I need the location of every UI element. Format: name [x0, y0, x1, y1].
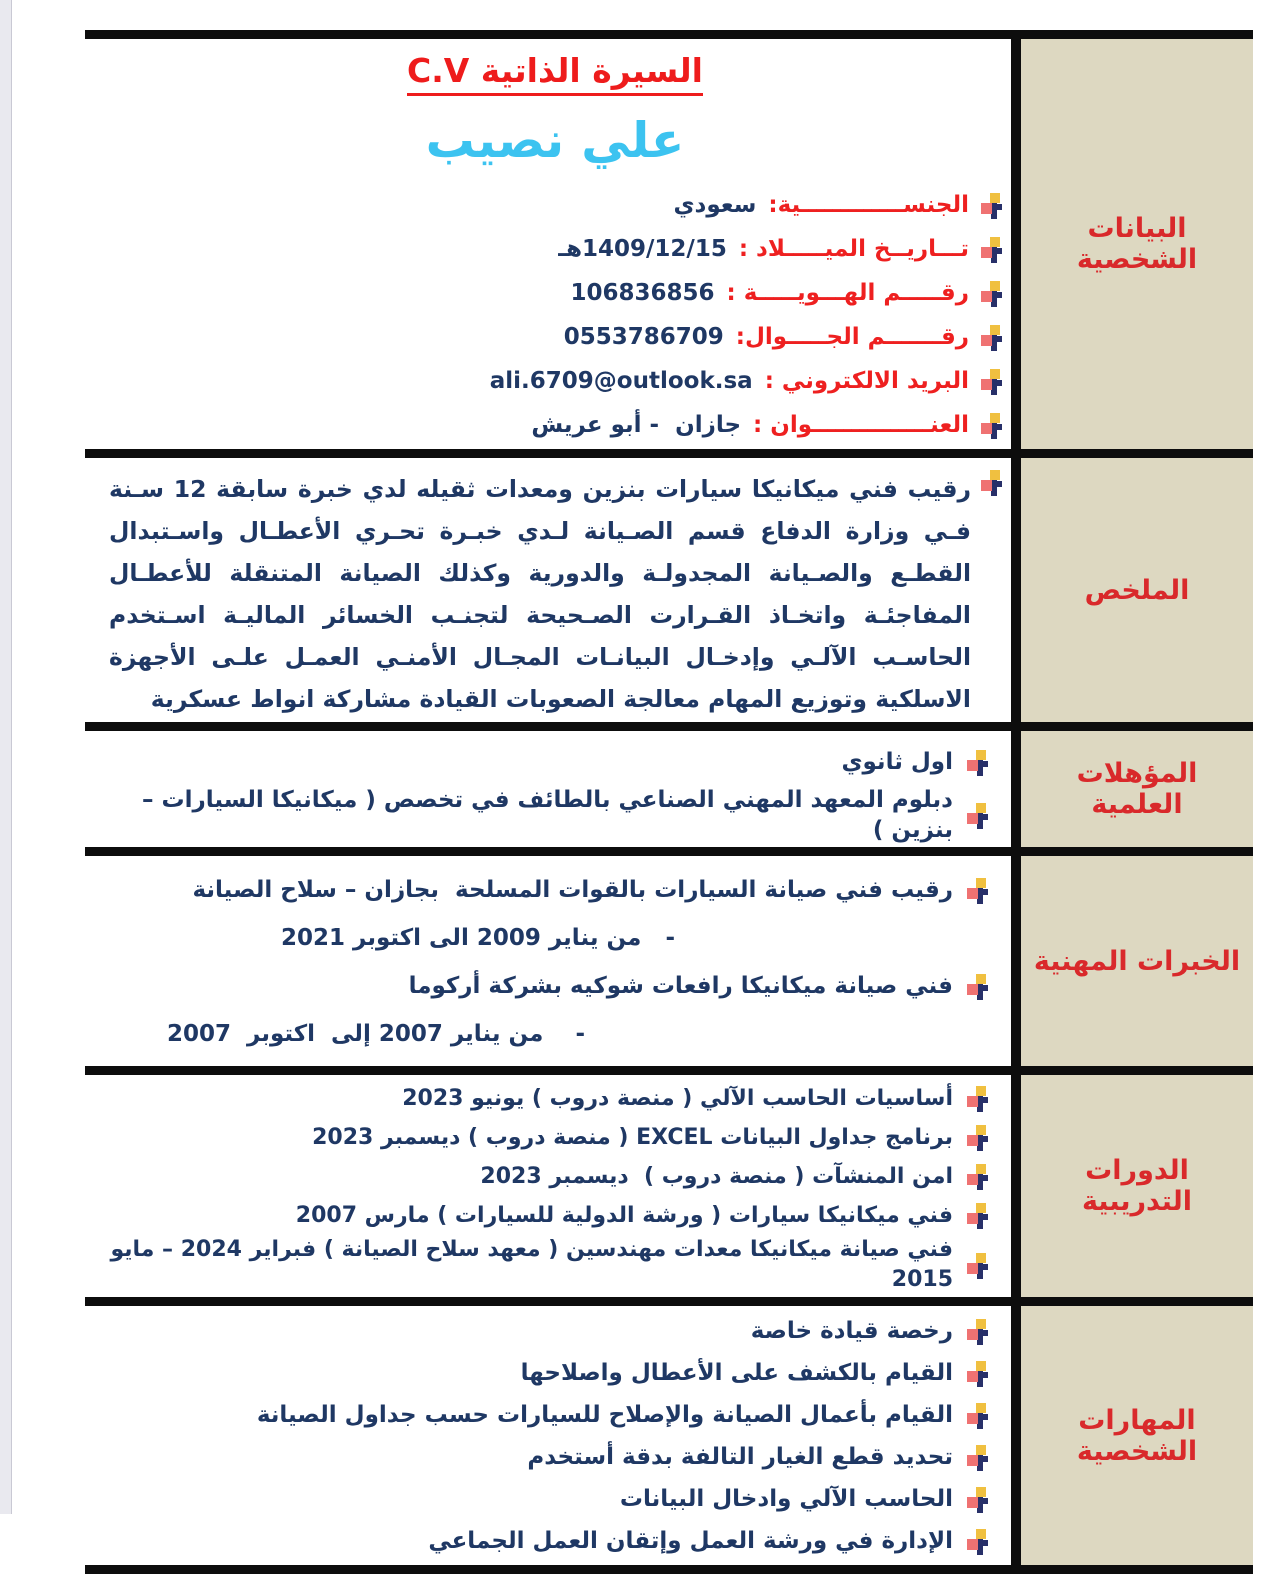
scanned-page-edge [0, 0, 12, 1514]
field-label: الجنســـــــــــــية: [768, 192, 969, 218]
section-header-qualifications [1011, 731, 1253, 847]
experience-entry-title [105, 962, 1005, 1010]
skill-text: تحديد قطع الغيار التالفة بدقة أستخدم [527, 1444, 953, 1470]
qualifications-content [85, 731, 1011, 847]
plus-bullet-icon [981, 193, 1003, 220]
qualification-item [105, 739, 1005, 785]
skill-text: القيام بالكشف على الأعطال واصلاحها [520, 1360, 953, 1386]
section-header-skills [1011, 1306, 1253, 1565]
skill-item [105, 1436, 1005, 1478]
course-item [105, 1118, 1005, 1157]
skill-text: القيام بأعمال الصيانة والإصلاح للسيارات حسب جداول الصيانة [256, 1402, 953, 1428]
summary-text: رقيب فني ميكانيكا سيارات بنزين ومعدات ثقيله لدي خبرة سابقة 12 سـنة فـي وزارة الدفاع قسم الصـيانة لـدي خبـرة تحـري الأعطـال واسـتبدال القطـع والصـيانة المجدولـة والدورية وكذلك الصيانة المتنقلة للأعطـال المفاجئـة واتخـاذ القـرارت الصـحيحة لتجنـب الخسائر الماليـة اسـتخدم الحاسـب الآلـي وإدخـال البيانـات المجـال الأمنـي العمـل علـى الأجهزة الاسلكية وتوزيع المهام معالجة الصعوبات القيادة مشاركة انواط عسكرية [109, 475, 971, 713]
plus-bullet-icon [967, 1203, 989, 1230]
plus-bullet-icon [967, 750, 989, 777]
plus-bullet-icon [967, 1361, 989, 1388]
plus-bullet-icon [967, 1487, 989, 1514]
field-value: سعودي [673, 192, 757, 218]
field-label: العنـــــــــــــــوان : [753, 412, 969, 438]
plus-bullet-icon [967, 1529, 989, 1556]
skill-item [105, 1310, 1005, 1352]
experience-title-text: فني صيانة ميكانيكا رافعات شوكيه بشركة أركوما [408, 973, 953, 999]
plus-bullet-icon [981, 325, 1003, 352]
qualification-text: دبلوم المعهد المهني الصناعي بالطائف في تخصص ( ميكانيكا السيارات – بنزين ) [142, 787, 953, 843]
section-label: الدورات التدريبية [1081, 1155, 1193, 1217]
section-row-summary [85, 458, 1253, 731]
section-label: البيانات الشخصية [1076, 213, 1198, 275]
skills-content [85, 1306, 1011, 1565]
section-header-personal [1011, 39, 1253, 449]
skill-item [105, 1520, 1005, 1562]
courses-content [85, 1075, 1011, 1297]
section-row-qualifications [85, 731, 1253, 856]
course-text: برنامج جداول البيانات EXCEL ( منصة دروب ) ديسمبر 2023 [312, 1124, 953, 1150]
plus-bullet-icon [981, 470, 1003, 497]
personal-fields [105, 183, 1005, 447]
section-row-skills [85, 1306, 1253, 1565]
plus-bullet-icon [967, 1253, 989, 1280]
section-row-personal [85, 39, 1253, 458]
field-value: 106836856 [570, 280, 715, 306]
plus-bullet-icon [967, 1125, 989, 1152]
plus-bullet-icon [967, 803, 989, 830]
document-title-wrap [105, 51, 1005, 96]
personal-field-nationality [105, 183, 1005, 227]
course-text: فني صيانة ميكانيكا معدات مهندسين ( معهد سلاح الصيانة ) فبراير 2024 – مايو 2015 [110, 1237, 953, 1292]
course-item [105, 1079, 1005, 1118]
section-header-experience [1011, 856, 1253, 1066]
course-item [105, 1157, 1005, 1196]
section-label: المهارات الشخصية [1076, 1404, 1198, 1467]
skill-item [105, 1352, 1005, 1394]
plus-bullet-icon [981, 281, 1003, 308]
personal-content [85, 39, 1011, 449]
section-label: الخبرات المهنية [1033, 945, 1241, 977]
plus-bullet-icon [967, 974, 989, 1001]
course-item [105, 1196, 1005, 1235]
personal-field-birthdate [105, 227, 1005, 271]
plus-bullet-icon [967, 1164, 989, 1191]
plus-bullet-icon [981, 413, 1003, 440]
summary-content [85, 458, 1011, 722]
experience-entry-period: - من يناير 2007 إلى اكتوبر 2007 [166, 1021, 585, 1047]
qualification-text: اول ثانوي [841, 749, 953, 775]
field-label: البريد الالكتروني : [764, 368, 969, 394]
section-header-courses [1011, 1075, 1253, 1297]
personal-field-email [105, 359, 1005, 403]
field-label: رقـــــــم الجـــــوال: [735, 324, 969, 350]
personal-field-id-number [105, 271, 1005, 315]
plus-bullet-icon [967, 1319, 989, 1346]
qualification-item [105, 785, 1005, 845]
plus-bullet-icon [967, 1403, 989, 1430]
section-label: المؤهلات العلمية [1076, 758, 1198, 820]
field-value: جازان - أبو عريش [531, 412, 742, 438]
course-text: امن المنشآت ( منصة دروب ) ديسمبر 2023 [480, 1163, 953, 1189]
skill-text: رخصة قيادة خاصة [750, 1318, 953, 1344]
cv-table [85, 30, 1253, 1574]
course-item [105, 1235, 1005, 1295]
skill-item [105, 1394, 1005, 1436]
experience-content [85, 856, 1011, 1066]
experience-entry-period: - من يناير 2009 الى اكتوبر 2021 [281, 925, 675, 951]
personal-field-mobile [105, 315, 1005, 359]
field-label: تـــاريــخ الميـــــلاد : [738, 236, 969, 262]
section-row-experience [85, 856, 1253, 1075]
skill-text: الحاسب الآلي وادخال البيانات [619, 1486, 953, 1512]
section-header-summary [1011, 458, 1253, 722]
summary-item [105, 460, 1005, 720]
skill-text: الإدارة في ورشة العمل وإتقان العمل الجماعي [428, 1528, 953, 1554]
plus-bullet-icon [981, 237, 1003, 264]
plus-bullet-icon [967, 1086, 989, 1113]
plus-bullet-icon [967, 878, 989, 905]
section-label: الملخص [1084, 574, 1190, 606]
course-text: أساسيات الحاسب الآلي ( منصة دروب ) يونيو 2023 [402, 1085, 953, 1111]
personal-field-address [105, 403, 1005, 447]
plus-bullet-icon [981, 369, 1003, 396]
field-value-email: ali.6709@outlook.sa [489, 368, 753, 394]
document-title: السيرة الذاتية C.V [407, 51, 703, 96]
field-value: 1409/12/15هـ [558, 236, 727, 262]
field-value: 0553786709 [563, 324, 724, 350]
experience-title-text: رقيب فني صيانة السيارات بالقوات المسلحة بجازان – سلاح الصيانة [192, 877, 953, 903]
plus-bullet-icon [967, 1445, 989, 1472]
course-text: فني ميكانيكا سيارات ( ورشة الدولية للسيارات ) مارس 2007 [295, 1202, 953, 1228]
field-label: رقـــــم الهـــويـــــة : [726, 280, 969, 306]
section-row-courses [85, 1075, 1253, 1306]
experience-entry-title [105, 866, 1005, 914]
candidate-name: علي نصيب [425, 112, 685, 169]
